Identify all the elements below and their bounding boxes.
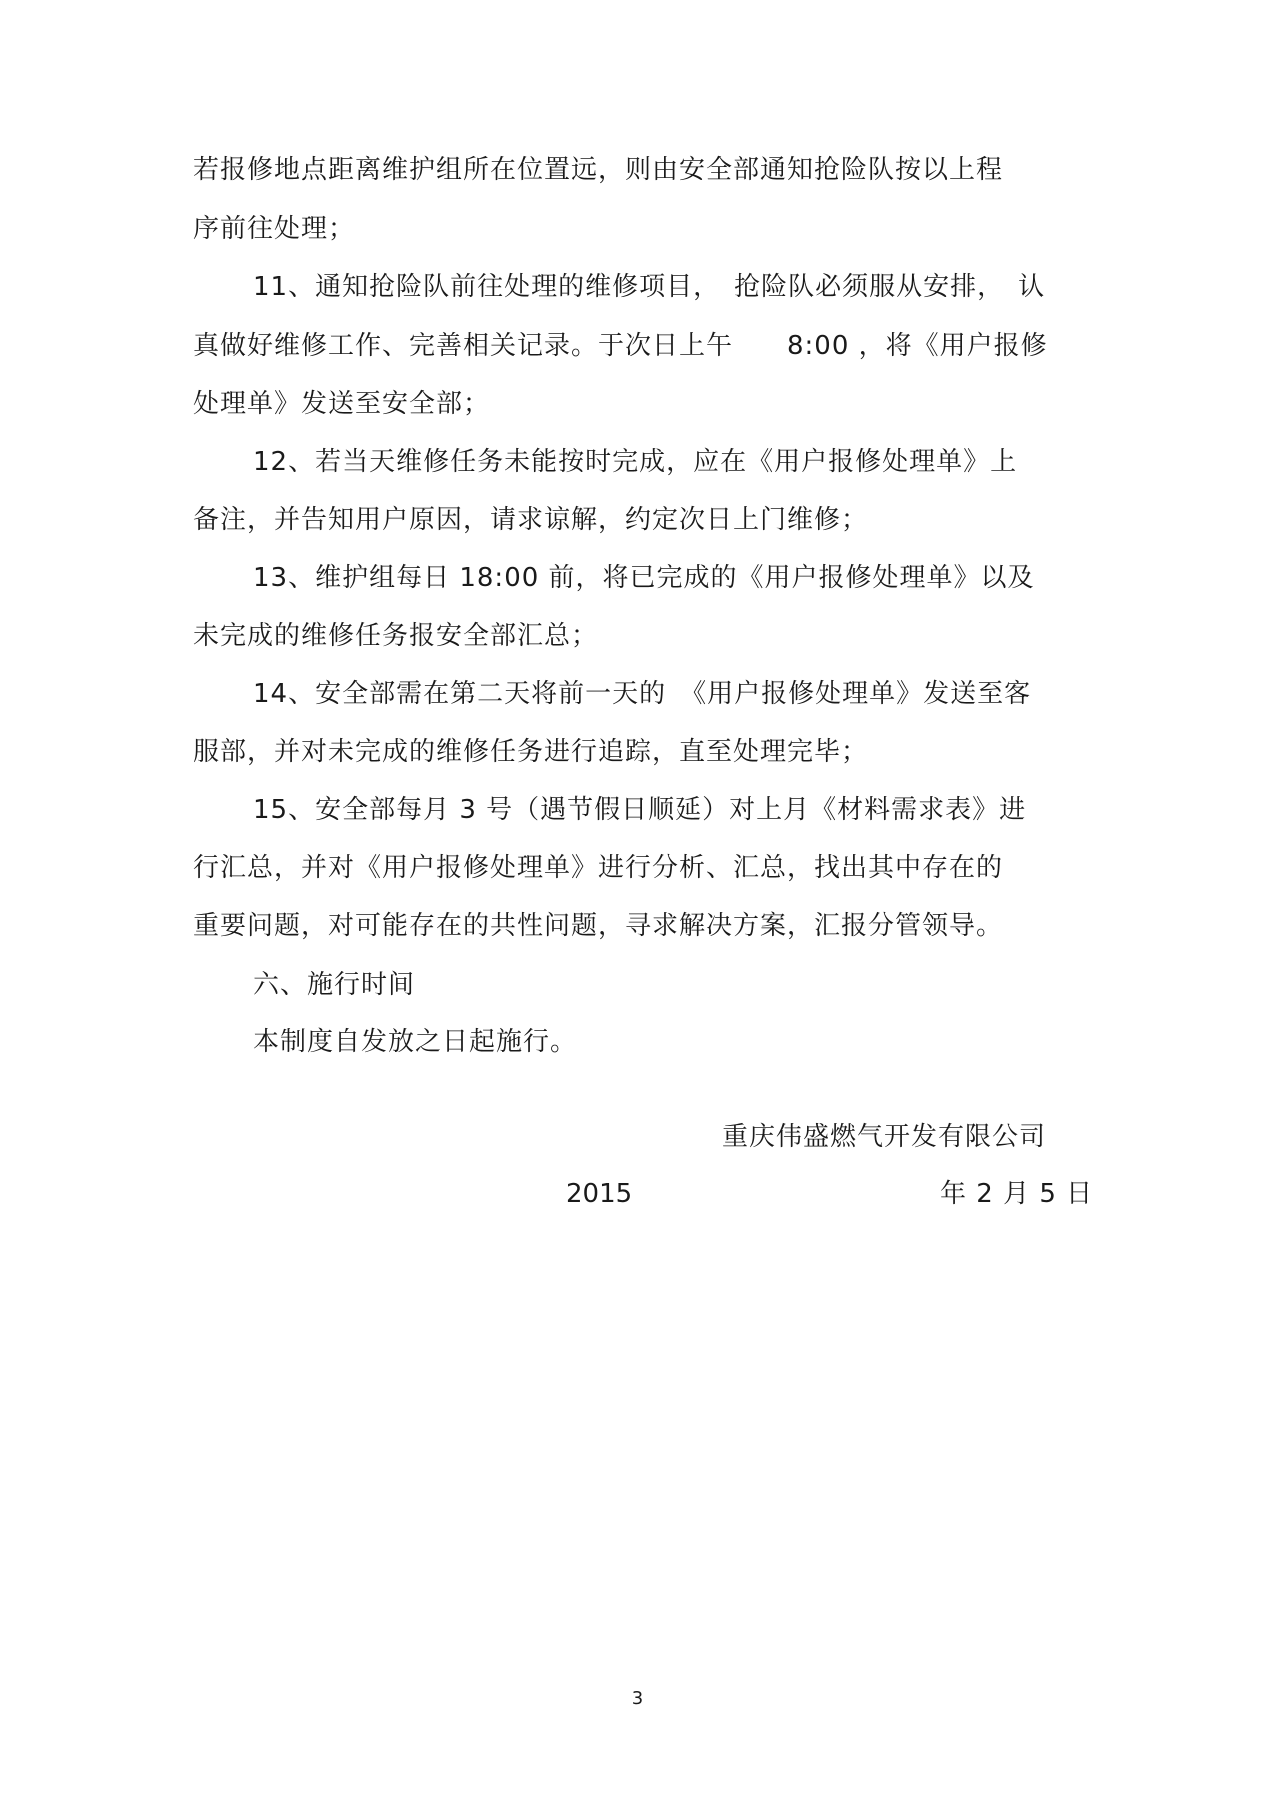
- body-line: 序前往处理；: [193, 214, 356, 244]
- section-heading: 六、施行时间: [253, 970, 416, 1000]
- clause-11-line: 11、通知抢险队前往处理的维修项目， 抢险队必须服从安排， 认: [253, 272, 1046, 302]
- body-line: 未完成的维修任务报安全部汇总；: [193, 621, 599, 651]
- signature-company: 重庆伟盛燃气开发有限公司: [722, 1122, 1047, 1152]
- body-line: 若报修地点距离维护组所在位置远，则由安全部通知抢险队按以上程: [193, 155, 1004, 185]
- page-number: 3: [631, 1688, 644, 1709]
- clause-12-line: 12、若当天维修任务未能按时完成，应在《用户报修处理单》上: [253, 447, 1018, 477]
- body-line: 服部，并对未完成的维修任务进行追踪，直至处理完毕；: [193, 737, 869, 767]
- signature-year: 2015: [566, 1179, 633, 1209]
- clause-15-line: 15、安全部每月 3 号（遇节假日顺延）对上月《材料需求表》进: [253, 795, 1027, 825]
- clause-13-line: 13、维护组每日 18:00 前，将已完成的《用户报修处理单》以及: [253, 563, 1035, 593]
- body-line: 真做好维修工作、完善相关记录。于次日上午 8:00 ，将《用户报修: [193, 331, 1048, 361]
- body-line: 处理单》发送至安全部；: [193, 389, 491, 419]
- clause-14-line: 14、安全部需在第二天将前一天的 《用户报修处理单》发送至客: [253, 679, 1032, 709]
- body-line: 重要问题，对可能存在的共性问题，寻求解决方案，汇报分管领导。: [193, 911, 1004, 941]
- body-line: 备注，并告知用户原因，请求谅解，约定次日上门维修；: [193, 505, 869, 535]
- body-line: 本制度自发放之日起施行。: [253, 1027, 578, 1057]
- body-line: 行汇总，并对《用户报修处理单》进行分析、汇总，找出其中存在的: [193, 853, 1004, 883]
- signature-month-day: 年 2 月 5 日: [940, 1179, 1094, 1209]
